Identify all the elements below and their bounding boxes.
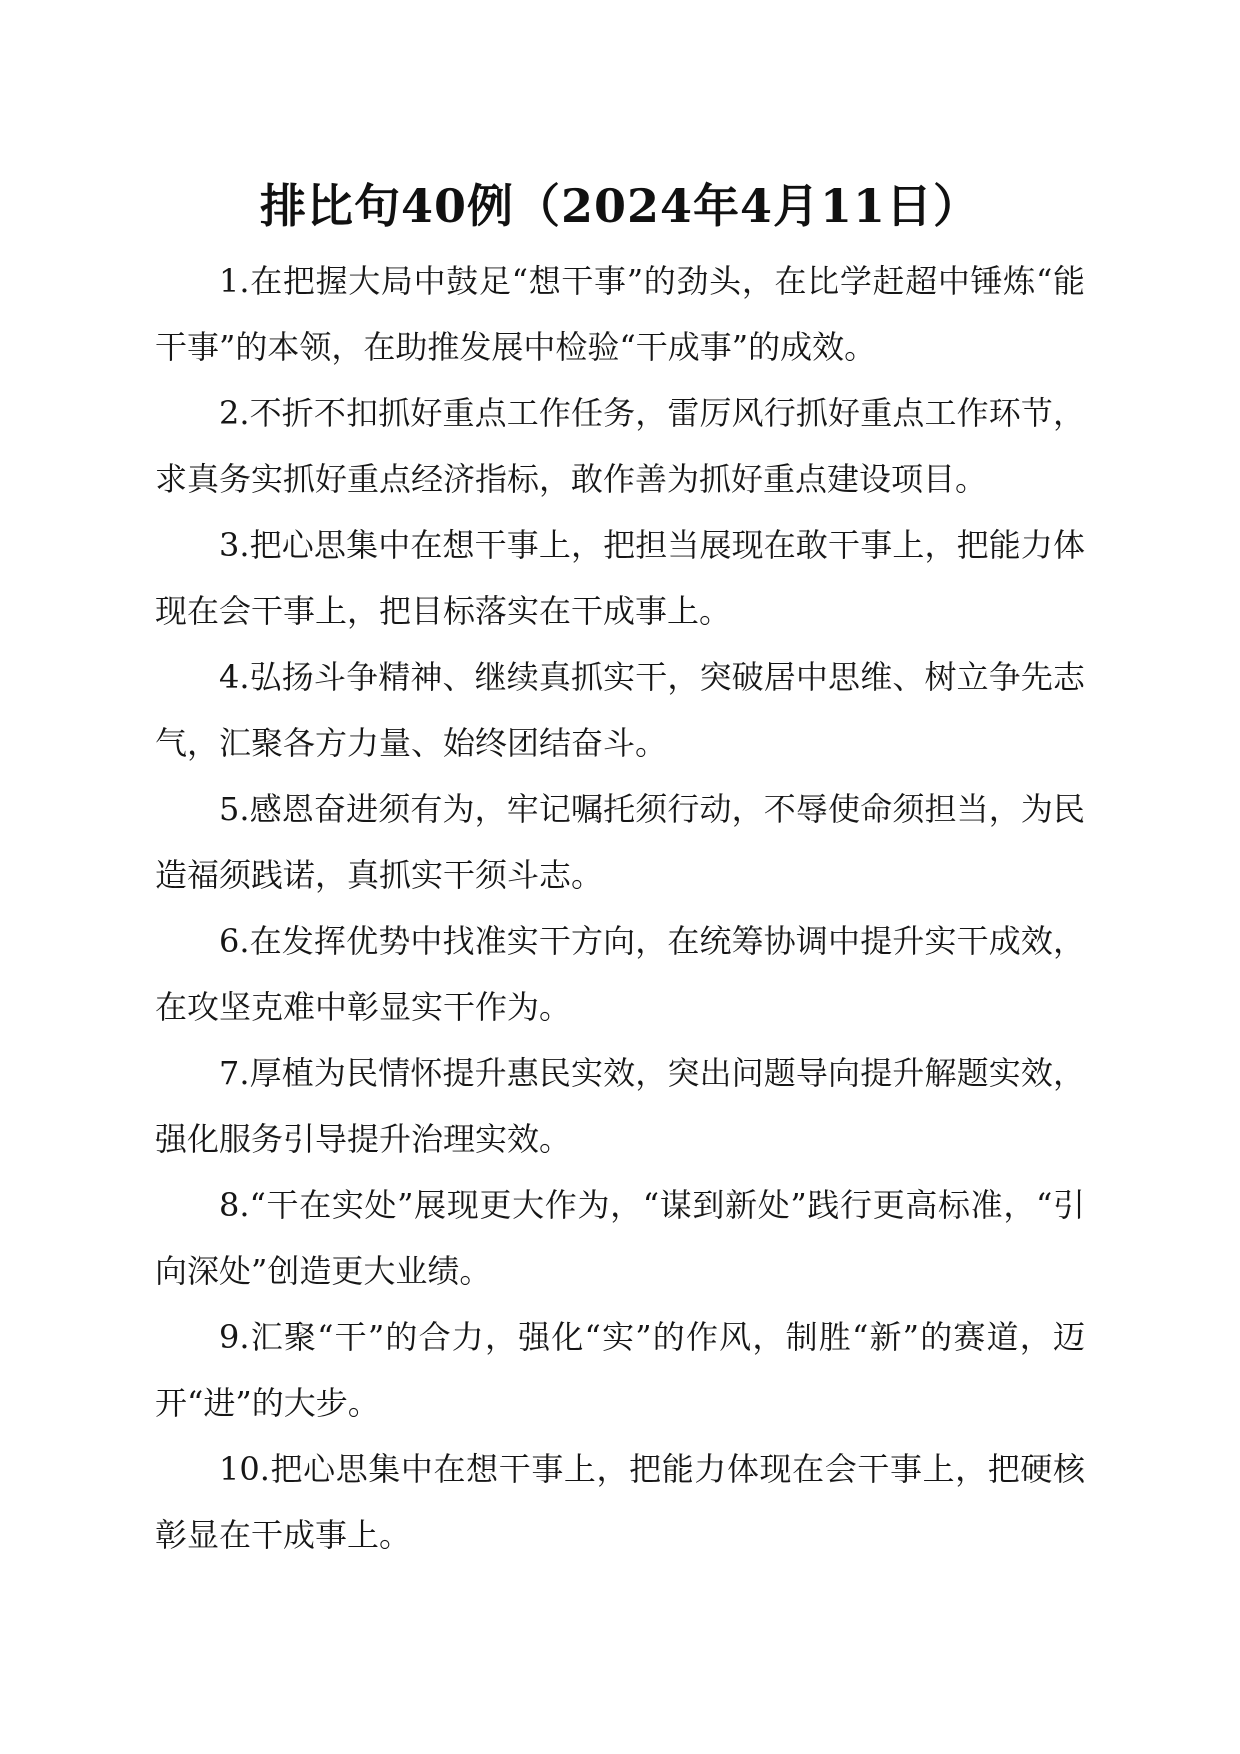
paragraph-4: 4.弘扬斗争精神、继续真抓实干，突破居中思维、树立争先志气，汇聚各方力量、始终团结奋斗。 [155,658,1085,762]
paragraph-9: 9.汇聚“干”的合力，强化“实”的作风，制胜“新”的赛道，迈开“进”的大步。 [155,1318,1085,1422]
paragraph-2: 2.不折不扣抓好重点工作任务，雷厉风行抓好重点工作环节，求真务实抓好重点经济指标，敢作善为抓好重点建设项目。 [155,394,1085,498]
paragraph-10: 10.把心思集中在想干事上，把能力体现在会干事上，把硬核彰显在干成事上。 [155,1450,1085,1554]
paragraph-8: 8.“干在实处”展现更大作为，“谋到新处”践行更高标准，“引向深处”创造更大业绩。 [155,1186,1085,1290]
paragraph-6: 6.在发挥优势中找准实干方向，在统筹协调中提升实干成效，在攻坚克难中彰显实干作为。 [155,922,1085,1026]
paragraph-7: 7.厚植为民情怀提升惠民实效，突出问题导向提升解题实效，强化服务引导提升治理实效。 [155,1054,1085,1158]
document-title: 排比句40例（2024年4月11日） [259,179,981,233]
document-body [155,248,1085,1568]
paragraph-5: 5.感恩奋进须有为，牢记嘱托须行动，不辱使命须担当，为民造福须践诺，真抓实干须斗志。 [155,790,1085,894]
paragraph-1: 1.在把握大局中鼓足“想干事”的劲头，在比学赶超中锤炼“能干事”的本领，在助推发展中检验“干成事”的成效。 [155,262,1085,366]
paragraph-3: 3.把心思集中在想干事上，把担当展现在敢干事上，把能力体现在会干事上，把目标落实在干成事上。 [155,526,1085,630]
